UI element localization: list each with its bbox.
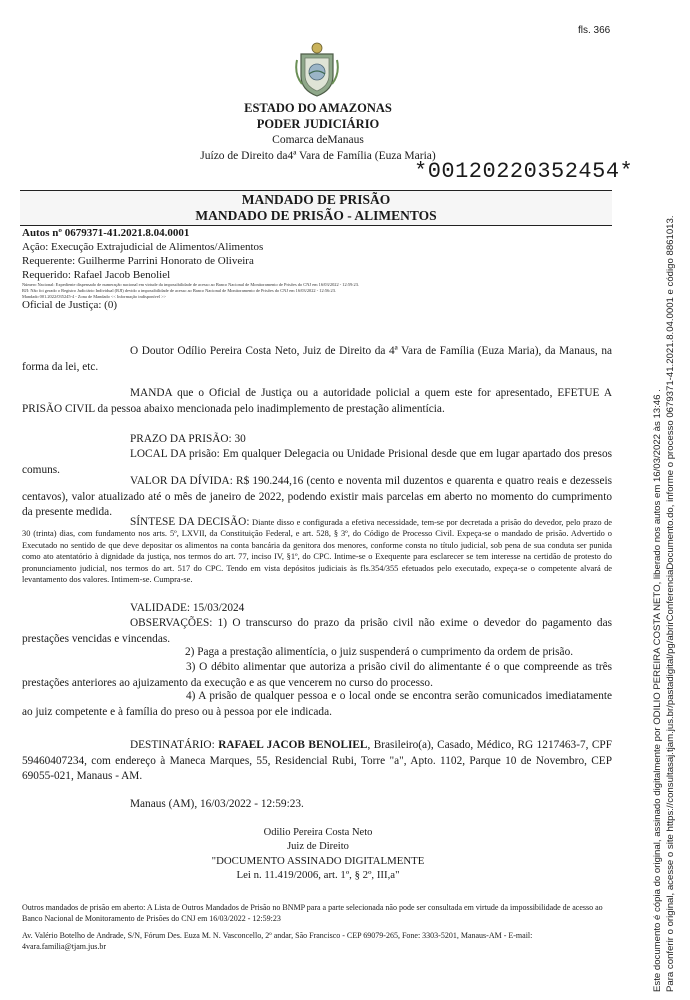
paragraph-intro: O Doutor Odílio Pereira Costa Neto, Juiz de Direito da 4ª Vara de Família (Euza Maria), da Manaus, na forma da lei, etc. [22, 345, 612, 373]
case-note-3: Mandado 001.2022/035245-4 - Zona de Mandado << Informação indisponível >> [22, 294, 167, 299]
coat-of-arms-icon [294, 40, 340, 98]
sintese-decisao [22, 517, 612, 585]
requerido: Requerido: Rafael Jacob Benoliel [22, 269, 171, 281]
observacao-4: 4) A prisão de qualquer pessoa e o local onde se encontra serão comunicados imediatamente ao juiz competente e à família do preso ou à pessoa por ele indicada. [22, 690, 612, 718]
observacao-1: OBSERVAÇÕES: 1) O transcurso do prazo da prisão civil não exime o devedor do pagamento das prestações vencidas e vincendas. [22, 617, 612, 645]
case-note-1: Número Nacional: Expediente dispensado de numeração nacional em virtude da impossibilidade de acesso ao Banco Nacional de Monitoramento de Prisões do CNJ em 16/03/2022 - 12:59:23. [22, 282, 360, 287]
destinatario [22, 738, 612, 785]
title-line-2: MANDADO DE PRISÃO - ALIMENTOS [195, 208, 437, 223]
observacao-2: 2) Paga a prestação alimentícia, o juiz suspenderá o cumprimento da ordem de prisão. [185, 646, 574, 658]
footer-address: Av. Valério Botelho de Andrade, S/N, Fórum Des. Euza M. N. Vasconcello, 2º andar, São Francisco - CEP 69079-265, Fone: 3303-5201, Manaus-AM - E-mail: 4vara.familia@tjam.jus.br [22, 931, 533, 951]
case-note-2: RJI: Não foi gerado o Registro Judiciário Individual (RJI) devido a impossibilidade de acesso ao Banco Nacional de Monitoramento de Prisões do CNJ em 16/03/2022 - 12:56:23. [22, 288, 336, 293]
header-branch: PODER JUDICIÁRIO [256, 117, 380, 131]
validade: VALIDADE: 15/03/2024 [130, 602, 245, 614]
side-note-line-2: Para conferir o original, acesse o site https://consultasaj.tjam.jus.br/pastadigital/pg/abrirConferenciaDocumento.do, informe o processo 0679371-41.2021.8.04.0001 e código 8861013. [665, 215, 676, 992]
autos-number: Autos nº 0679371-41.2021.8.04.0001 [22, 227, 190, 239]
valor-divida: VALOR DA DÍVIDA: R$ 190.244,16 (cento e noventa mil duzentos e quarenta e quatro reais e dezesseis centavos), valor atualizado até o mês de janeiro de 2022, podendo existir mais parcelas em aberto no momento do cumprimento da presente medida. [22, 475, 612, 519]
sintese-label: SÍNTESE DA DECISÃO: [130, 516, 250, 528]
local-prisao: LOCAL DA prisão: Em qualquer Delegacia ou Unidade Prisional desde que em lugar apartado dos presos comuns. [22, 448, 612, 476]
paragraph-manda: MANDA que o Oficial de Justiça ou a autoridade policial a quem este for apresentado, EFETUE A PRISÃO CIVIL da pessoa abaixo mencionada pelo inadimplemento de prestação alimentícia. [22, 387, 612, 415]
destinatario-label: DESTINATÁRIO: [130, 739, 215, 751]
observacao-3: 3) O débito alimentar que autoriza a prisão civil do alimentante é o que compreende as três prestações anteriores ao ajuizamento da execução e as que vencerem no curso do processo. [22, 661, 612, 689]
signer-role: Juiz de Direito [287, 841, 349, 852]
requerente: Requerente: Guilherme Parrini Honorato de Oliveira [22, 255, 254, 267]
barcode-number: *00120220352454* [414, 159, 634, 184]
page-number: fls. 366 [578, 25, 611, 36]
header-court: Juízo de Direito da4ª Vara de Família (Euza Maria) [200, 150, 436, 162]
prazo-prisao: PRAZO DA PRISÃO: 30 [130, 433, 246, 445]
law-reference: Lei n. 11.419/2006, art. 1º, § 2º, III,a" [236, 869, 400, 881]
sintese-text: Diante disso e configurada a efetiva necessidade, tem-se por decretada a prisão do devedor, pelo prazo de 30 (trinta) dias, com fundamento nos arts. 5º, LXVII, da Constituição Federal, e art. 528, § 3º, do Código de Processo Civil. Expeça-se o mandado de prisão. Advertido o Executado no sentido de que deve depositar os alimentos na conta bancária da genitora dos menores, conforme consta no título judicial, sob pena de sua conduta ser punida como ato atentatório à dignidade da justiça, nos termos do art. 77, inciso IV, §1º, do CPC. Intime-se o Exequente para esclarecer se tem interesse na certidão de protesto do pronunciamento judicial, nos termos do art. 517 do CPC. Tendo em vista depósitos judiciais às fls.354/355 efetuados pelo executado, expeça-se o competente alvará de levantamento dos valores. Intimem-se. Cumpra-se. [22, 518, 613, 585]
document-date: Manaus (AM), 16/03/2022 - 12:59:23. [130, 798, 304, 810]
destinatario-details: , Brasileiro(a), Casado, Médico, RG 1217463-7, CPF 59460407234, com endereço à Maneca Marques, 55, Residencial Rubi, Torre "a", Apto. 1102, Parque 10 de Novembro, CEP 69055-021, Manaus - AM. [22, 739, 612, 783]
acao: Ação: Execução Extrajudicial de Alimentos/Alimentos [22, 241, 264, 253]
title-box [20, 190, 612, 226]
destinatario-name: RAFAEL JACOB BENOLIEL [218, 739, 368, 751]
footer-other-warrants: Outros mandados de prisão em aberto: A Lista de Outros Mandados de Prisão no BNMP para a parte selecionada não pode ser consultada em virtude da impossibilidade de acesso ao Banco Nacional de Monitoramento de Prisões do CNJ em 16/03/2022 - 12:59:23 [22, 903, 603, 923]
side-note-line-1: Este documento é cópia do original, assinado digitalmente por ODILIO PEREIRA COSTA NETO, liberado nos autos em 16/03/2022 às 13:46 . [652, 389, 663, 992]
signed-digitally: "DOCUMENTO ASSINADO DIGITALMENTE [211, 855, 425, 867]
title-line-1: MANDADO DE PRISÃO [241, 192, 391, 207]
oficial-justica: Oficial de Justiça: (0) [22, 299, 117, 311]
header-state: ESTADO DO AMAZONAS [244, 101, 392, 115]
header-comarca: Comarca deManaus [272, 134, 364, 146]
signer-name: Odilio Pereira Costa Neto [263, 827, 373, 838]
